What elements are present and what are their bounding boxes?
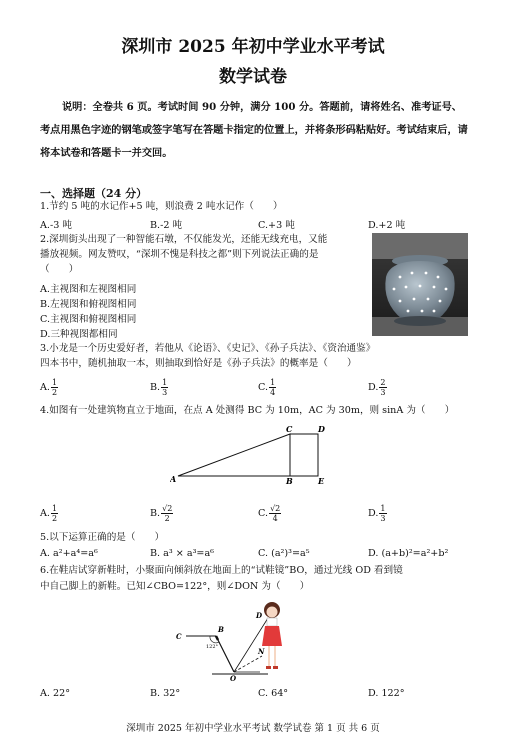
q4-option-d: D. $\frac{1}{3}$ [368,504,386,523]
q5-option-d: D. (a+b)²=a²+b² [368,548,449,559]
label-o: O [230,674,237,682]
q6-option-d: D. 122° [368,688,405,699]
q6-option-a: A. 22° [40,688,71,699]
q1-stem: 1.节约 5 吨的水记作+5 吨，则浪费 2 吨水记作（ ） [40,201,283,212]
instructions: 说明：全卷共 6 页。考试时间 90 分钟，满分 100 分。答题前，请将姓名、准考证号、考点用黑色字迹的钢笔或签字笔写在答题卡指定的位置上，并将条形码粘贴好。考试结束后，请将本试卷和答题卡一并交回。 [40,101,468,159]
q5-stem: 5.以下运算正确的是（ ） [40,532,165,543]
q2-option-a: A.主视图和左视图相同 [40,284,137,295]
q4-option-c: C. $\frac{√2}{4}$ [258,504,281,523]
q2-stem-line: 播放视频。网友赞叹，“深圳不愧是科技之都”则下列说法正确的是 [40,249,319,260]
q1-option-d: D.+2 吨 [368,220,406,231]
q1-option-c: C.+3 吨 [258,220,295,231]
page-footer: 深圳市 2025 年初中学业水平考试 数学试卷 第 1 页 共 6 页 [126,723,380,734]
q6-stem-line: 6.在鞋店试穿新鞋时，小聚面向倾斜放在地面上的“试鞋镜”BO，通过光线 OD 看到镜 [40,565,403,576]
label-c: C [286,424,293,434]
q4-option-a: A. $\frac{1}{2}$ [40,504,58,523]
q5-option-a: A. a²+a⁴=a⁶ [40,548,98,559]
q4-building-figure [170,424,340,486]
q5-option-b: B. a³ × a³=a⁶ [150,548,215,559]
label-d: D [318,424,325,434]
q4-option-b: B. $\frac{√2}{2}$ [150,504,173,523]
label-b: B [218,625,224,634]
label-d: D [256,611,263,620]
q3-option-b: B. $\frac{1}{3}$ [150,378,168,397]
q6-mirror-figure [172,596,312,682]
label-c: C [176,632,182,641]
girl-figure [262,602,282,669]
q3-option-d: D. $\frac{2}{3}$ [368,378,386,397]
q2-option-d: D.三种视图都相同 [40,329,118,340]
q2-option-b: B.左视图和俯视图相同 [40,299,137,310]
smart-stone-photo [372,233,468,336]
q2-option-c: C.主视图和俯视图相同 [40,314,137,325]
label-angle: 122° [206,644,219,650]
q1-option-a: A.-3 吨 [40,220,72,231]
q5-option-c: C. (a²)³=a⁵ [258,548,310,559]
q1-option-b: B.-2 吨 [150,220,183,231]
q3-stem-line: 四本书中，随机抽取一本，则抽取到恰好是《孙子兵法》的概率是（ ） [40,358,357,369]
exam-title: 深圳市 2025 年初中学业水平考试 [121,37,385,57]
q2-stem-line: 2.深圳街头出现了一种智能石墩，不仅能发光，还能无线充电，又能 [40,234,328,245]
q6-stem-line: 中自己脚上的新鞋。已知∠CBO=122°，则∠DON 为（ ） [40,581,310,592]
q2-stem-line: （ ） [40,264,79,275]
q6-option-c: C. 64° [258,688,289,699]
label-e: E [318,476,325,486]
exam-subtitle: 数学试卷 [219,67,287,87]
q3-option-a: A. $\frac{1}{2}$ [40,378,58,397]
section-title: 一、选择题（24 分） [40,187,148,200]
label-a: A [170,474,177,484]
q4-stem: 4.如图有一处建筑物直立于地面，在点 A 处测得 BC 为 10m，AC 为 30m，则 sinA 为（ ） [40,405,455,416]
q3-stem-line: 3.小龙是一个历史爱好者，若他从《论语》、《史记》、《孙子兵法》、《资治通鉴》 [40,343,376,354]
label-n: N [258,647,265,656]
q3-option-c: C. $\frac{1}{4}$ [258,378,276,397]
q6-option-b: B. 32° [150,688,181,699]
label-b: B [286,476,293,486]
